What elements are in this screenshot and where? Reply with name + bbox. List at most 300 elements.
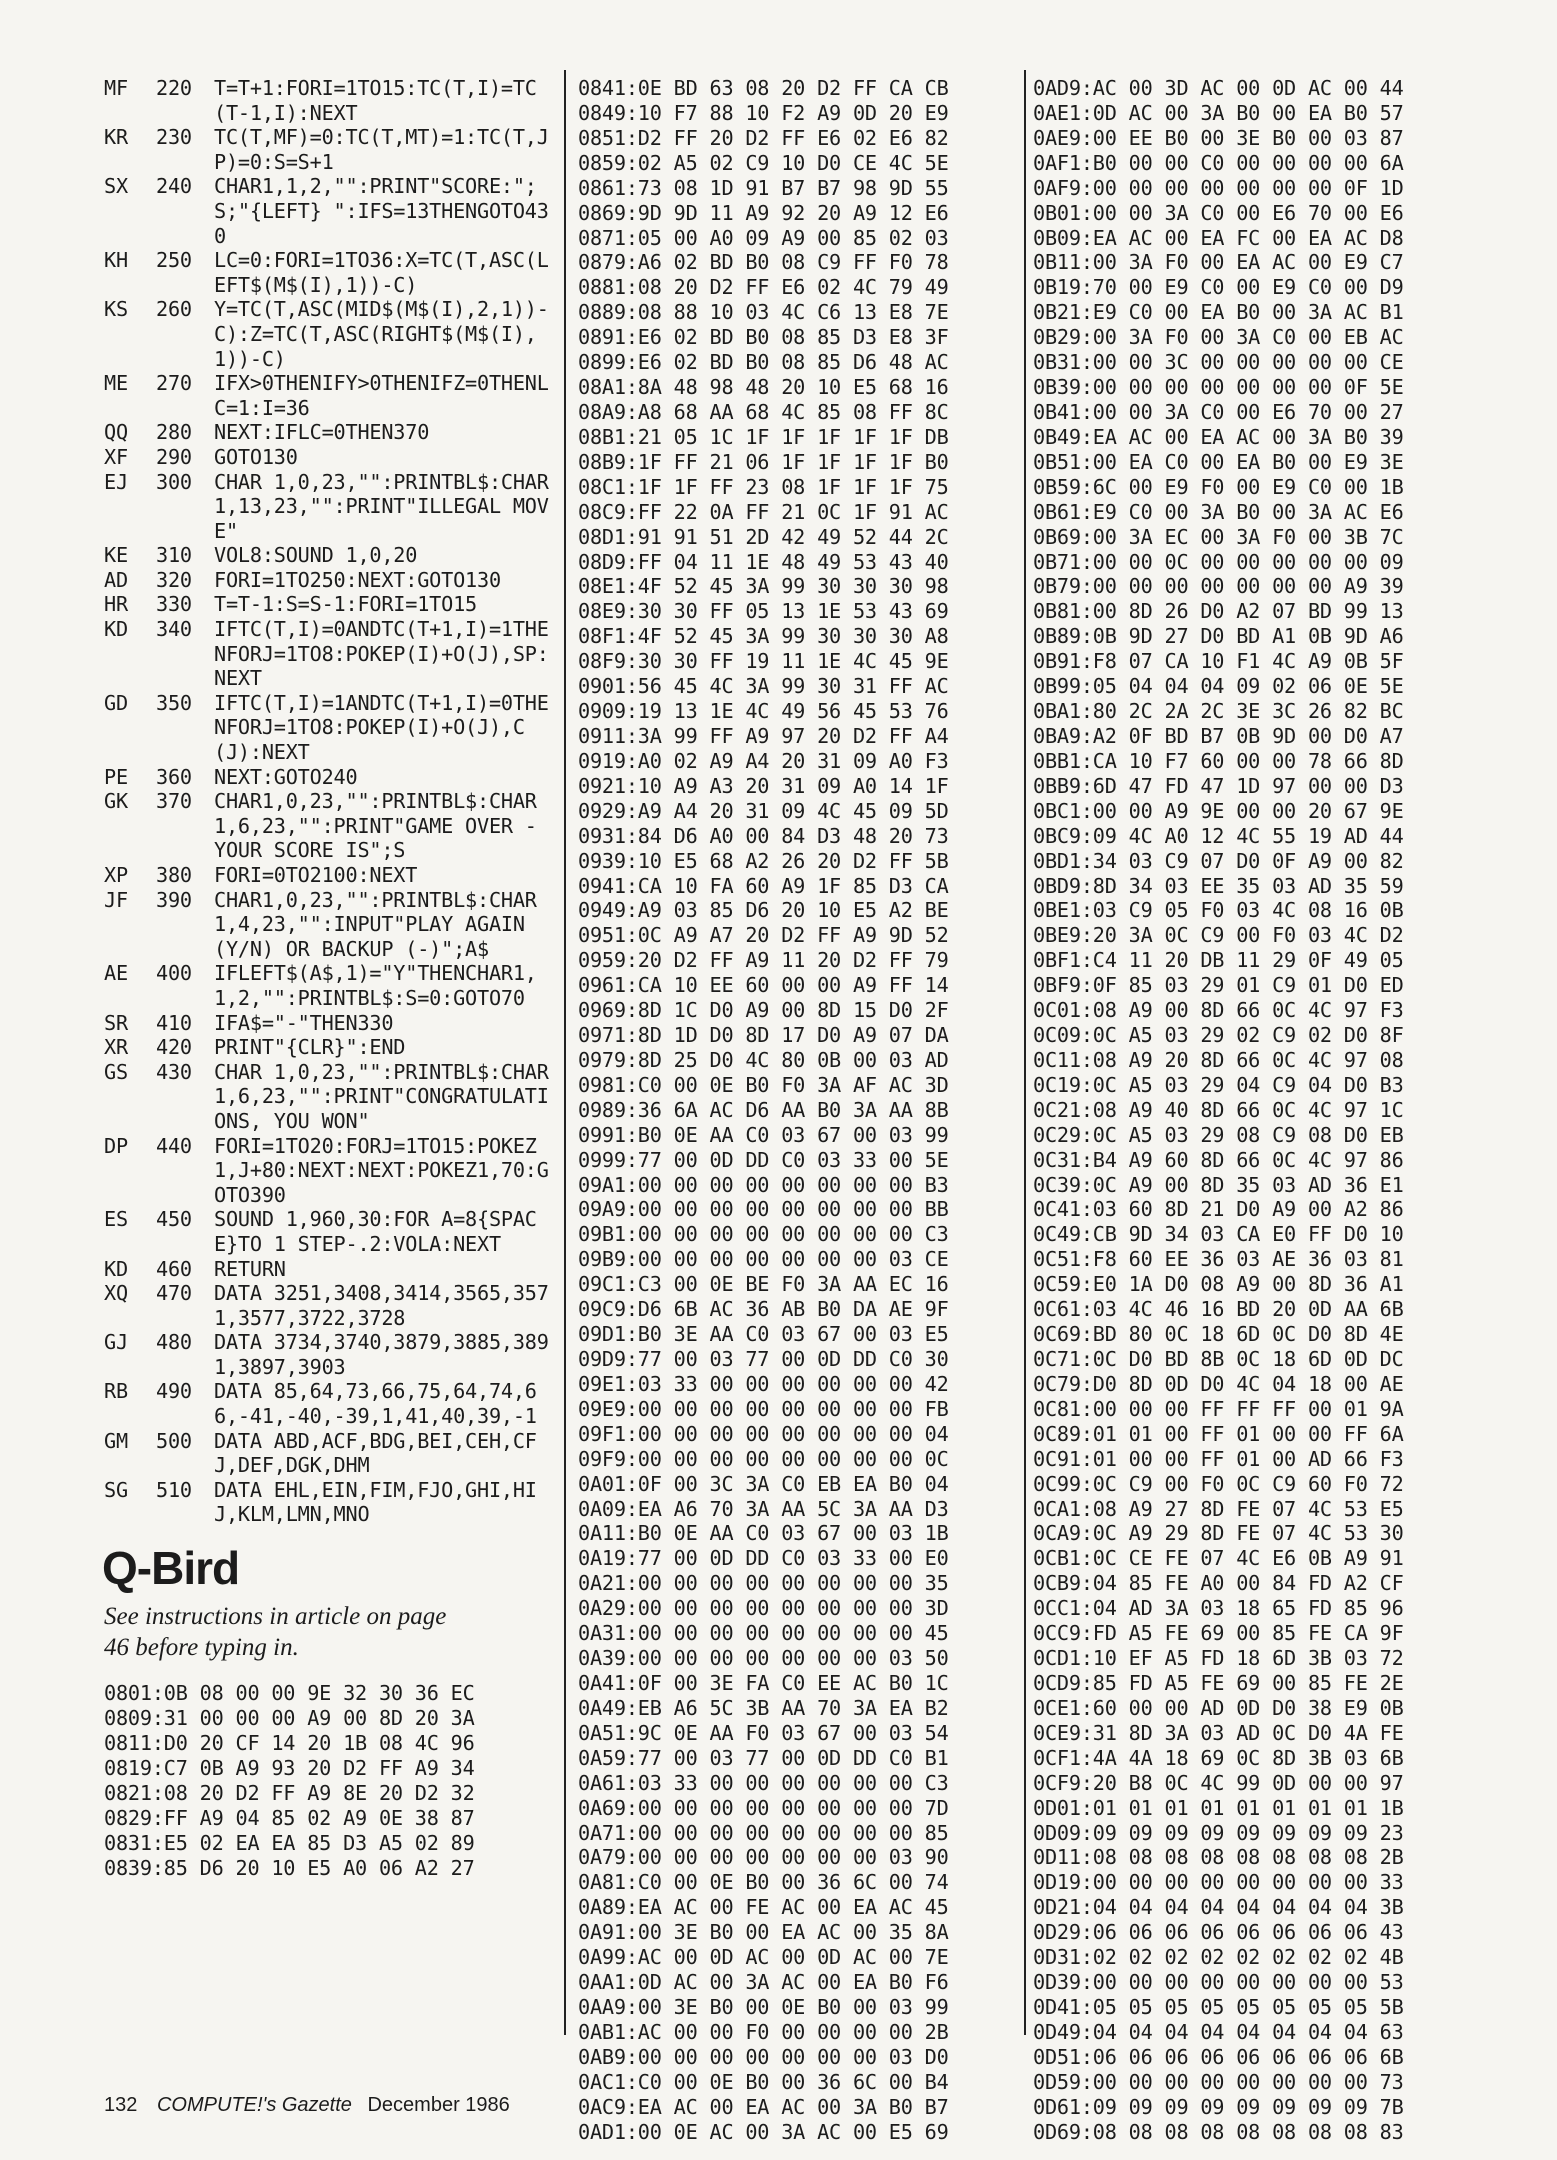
ml-data-line: 0B91:F8 07 CA 10 F1 4C A9 0B 5F xyxy=(1033,649,1404,674)
ml-data-line: 0AF1:B0 00 00 C0 00 00 00 00 6A xyxy=(1033,150,1404,175)
ml-data-line: 0991:B0 0E AA C0 03 67 00 03 99 xyxy=(578,1122,949,1147)
basic-line-checksum: XR xyxy=(104,1035,128,1060)
ml-data-line: 0CD9:85 FD A5 FE 69 00 85 FE 2E xyxy=(1033,1671,1404,1695)
basic-line-code: IFTC(T,I)=0ANDTC(T+1,I)=1THENFORJ=1TO8:POKEP(I)+O(J),SP:NEXT xyxy=(214,617,549,691)
ml-data-line: 09A1:00 00 00 00 00 00 00 00 B3 xyxy=(578,1172,949,1197)
basic-line-checksum: GD xyxy=(104,690,128,715)
ml-data-line: 0A31:00 00 00 00 00 00 00 00 45 xyxy=(578,1621,949,1646)
ml-data-line: 0A61:03 33 00 00 00 00 00 00 C3 xyxy=(578,1770,949,1795)
ml-listing-part-3 xyxy=(1033,76,1523,2145)
basic-line-code: FORI=1TO20:FORJ=1TO15:POKEZ1,J+80:NEXT:NEXT:POKEZ1,70:GOTO390 xyxy=(214,1133,549,1207)
basic-line xyxy=(104,1257,559,1282)
basic-line-checksum: JF xyxy=(104,887,128,912)
ml-data-line: 0C91:01 00 00 FF 01 00 AD 66 F3 xyxy=(1033,1446,1404,1471)
ml-data-line: 0C19:0C A5 03 29 04 C9 04 D0 B3 xyxy=(1033,1072,1404,1097)
basic-line-number: 510 xyxy=(156,1477,192,1502)
basic-line-code: CHAR1,0,23,"":PRINTBL$:CHAR 1,6,23,"":PRINT"GAME OVER - YOUR SCORE IS";S xyxy=(214,789,549,863)
basic-line xyxy=(104,248,559,297)
basic-line xyxy=(104,125,559,174)
basic-line-number: 290 xyxy=(156,444,192,469)
basic-line-checksum: KR xyxy=(104,125,128,150)
ml-data-line: 0A69:00 00 00 00 00 00 00 00 7D xyxy=(578,1795,949,1820)
basic-line-checksum: SR xyxy=(104,1010,128,1035)
ml-data-line: 0909:19 13 1E 4C 49 56 45 53 76 xyxy=(578,699,949,724)
basic-line-code: VOL8:SOUND 1,0,20 xyxy=(214,543,418,568)
ml-data-line: 0BA9:A2 0F BD B7 0B 9D 00 D0 A7 xyxy=(1033,723,1404,748)
ml-data-line: 0C51:F8 60 EE 36 03 AE 36 03 81 xyxy=(1033,1247,1404,1272)
ml-data-line: 0851:D2 FF 20 D2 FF E6 02 E6 82 xyxy=(578,125,949,150)
ml-data-line: 0BE1:03 C9 05 F0 03 4C 08 16 0B xyxy=(1033,898,1404,923)
ml-data-line: 0C71:0C D0 BD 8B 0C 18 6D 0D DC xyxy=(1033,1347,1404,1372)
ml-data-line: 0BC9:09 4C A0 12 4C 55 19 AD 44 xyxy=(1033,823,1404,848)
column-divider xyxy=(1024,70,1026,2035)
basic-line-number: 350 xyxy=(156,690,192,715)
basic-line-number: 470 xyxy=(156,1281,192,1306)
ml-data-line: 0AE9:00 EE B0 00 3E B0 00 03 87 xyxy=(1033,125,1404,150)
basic-line-code: TC(T,MF)=0:TC(T,MT)=1:TC(T,JP)=0:S=S+1 xyxy=(214,125,549,174)
basic-line-checksum: QQ xyxy=(104,420,128,445)
basic-line xyxy=(104,1207,559,1256)
ml-data-line: 0971:8D 1D D0 8D 17 D0 A9 07 DA xyxy=(578,1023,949,1048)
basic-program-listing xyxy=(104,76,559,1527)
ml-data-line: 0B01:00 00 3A C0 00 E6 70 00 E6 xyxy=(1033,200,1404,225)
basic-line xyxy=(104,568,559,593)
ml-data-line: 0821:08 20 D2 FF A9 8E 20 D2 32 xyxy=(104,1780,475,1805)
ml-data-line: 0C41:03 60 8D 21 D0 A9 00 A2 86 xyxy=(1033,1197,1404,1222)
basic-line-number: 390 xyxy=(156,887,192,912)
ml-data-line: 08B9:1F FF 21 06 1F 1F 1F 1F B0 xyxy=(578,449,949,474)
basic-line-number: 310 xyxy=(156,543,192,568)
ml-data-line: 0AF9:00 00 00 00 00 00 00 0F 1D xyxy=(1033,175,1404,200)
ml-data-line: 0A21:00 00 00 00 00 00 00 00 35 xyxy=(578,1571,949,1596)
basic-line-code: T=T+1:FORI=1TO15:TC(T,I)=TC(T-1,I):NEXT xyxy=(214,76,537,125)
ml-data-line: 0831:E5 02 EA EA 85 D3 A5 02 89 xyxy=(104,1830,475,1855)
magazine-name: COMPUTE!'s Gazette xyxy=(156,2094,352,2116)
ml-data-line: 0931:84 D6 A0 00 84 D3 48 20 73 xyxy=(578,823,949,848)
basic-line xyxy=(104,420,559,445)
basic-line-code: IFA$="-"THEN330 xyxy=(214,1010,394,1035)
ml-data-line: 0A79:00 00 00 00 00 00 00 03 90 xyxy=(578,1845,949,1870)
ml-data-line: 0801:0B 08 00 00 9E 32 30 36 EC xyxy=(104,1681,475,1706)
ml-data-line: 0B69:00 3A EC 00 3A F0 00 3B 7C xyxy=(1033,524,1404,549)
ml-data-line: 0B79:00 00 00 00 00 00 00 A9 39 xyxy=(1033,574,1404,599)
basic-line xyxy=(104,1060,559,1134)
ml-data-line: 0D69:08 08 08 08 08 08 08 08 83 xyxy=(1033,2119,1404,2144)
ml-data-line: 0CD1:10 EF A5 FD 18 6D 3B 03 72 xyxy=(1033,1646,1404,1671)
basic-line xyxy=(104,617,559,691)
ml-data-line: 0D49:04 04 04 04 04 04 04 04 63 xyxy=(1033,2019,1404,2044)
basic-line xyxy=(104,1478,559,1527)
ml-data-line: 0929:A9 A4 20 31 09 4C 45 09 5D xyxy=(578,798,949,823)
basic-line-number: 380 xyxy=(156,863,192,887)
basic-line-number: 450 xyxy=(156,1207,192,1232)
ml-data-line: 0B81:00 8D 26 D0 A2 07 BD 99 13 xyxy=(1033,599,1404,624)
basic-line-code: DATA EHL,EIN,FIM,FJO,GHI,HIJ,KLM,LMN,MNO xyxy=(214,1477,537,1527)
ml-data-line: 0959:20 D2 FF A9 11 20 D2 FF 79 xyxy=(578,948,949,973)
ml-data-line: 0B21:E9 C0 00 EA B0 00 3A AC B1 xyxy=(1033,300,1404,325)
basic-line-checksum: GS xyxy=(104,1059,128,1084)
ml-data-line: 0921:10 A9 A3 20 31 09 A0 14 1F xyxy=(578,773,949,798)
ml-data-line: 0981:C0 00 0E B0 F0 3A AF AC 3D xyxy=(578,1072,949,1097)
basic-line xyxy=(104,863,559,888)
article-title: Q-Bird xyxy=(102,1542,240,1595)
basic-line-number: 230 xyxy=(156,125,192,150)
basic-line-checksum: SG xyxy=(104,1477,128,1502)
ml-data-line: 0C21:08 A9 40 8D 66 0C 4C 97 1C xyxy=(1033,1097,1404,1122)
ml-data-line: 0AA9:00 3E B0 00 0E B0 00 03 99 xyxy=(578,1994,949,2019)
ml-data-line: 09D1:B0 3E AA C0 03 67 00 03 E5 xyxy=(578,1322,949,1347)
ml-data-line: 0949:A9 03 85 D6 20 10 E5 A2 BE xyxy=(578,898,949,923)
ml-data-line: 09E9:00 00 00 00 00 00 00 00 FB xyxy=(578,1396,949,1421)
ml-data-line: 0829:FF A9 04 85 02 A9 0E 38 87 xyxy=(104,1805,475,1830)
ml-data-line: 0899:E6 02 BD B0 08 85 D6 48 AC xyxy=(578,350,949,375)
ml-data-line: 09A9:00 00 00 00 00 00 00 00 BB xyxy=(578,1197,949,1222)
ml-data-line: 0B31:00 00 3C 00 00 00 00 00 CE xyxy=(1033,350,1404,375)
basic-line-number: 220 xyxy=(156,76,192,100)
basic-line xyxy=(104,1035,559,1060)
basic-line-code: GOTO130 xyxy=(214,444,298,469)
basic-line-code: IFTC(T,I)=1ANDTC(T+1,I)=0THENFORJ=1TO8:POKEP(I)+O(J),C(J):NEXT xyxy=(214,690,549,765)
ml-data-line: 0C69:BD 80 0C 18 6D 0C D0 8D 4E xyxy=(1033,1322,1404,1347)
ml-data-line: 08E1:4F 52 45 3A 99 30 30 30 98 xyxy=(578,574,949,599)
basic-line-checksum: KD xyxy=(104,617,128,642)
basic-line xyxy=(104,371,559,420)
ml-data-line: 0CB9:04 85 FE A0 00 84 FD A2 CF xyxy=(1033,1571,1404,1596)
ml-data-line: 09B9:00 00 00 00 00 00 00 03 CE xyxy=(578,1247,949,1272)
ml-data-line: 0CC9:FD A5 FE 69 00 85 FE CA 9F xyxy=(1033,1621,1404,1646)
ml-data-line: 09D9:77 00 03 77 00 0D DD C0 30 xyxy=(578,1347,949,1372)
ml-data-line: 0C29:0C A5 03 29 08 C9 08 D0 EB xyxy=(1033,1122,1404,1147)
basic-line-number: 480 xyxy=(156,1330,192,1355)
basic-line-code: T=T-1:S=S-1:FORI=1TO15 xyxy=(214,592,477,617)
ml-data-line: 0989:36 6A AC D6 AA B0 3A AA 8B xyxy=(578,1097,949,1122)
ml-data-line: 0A51:9C 0E AA F0 03 67 00 03 54 xyxy=(578,1720,949,1745)
ml-data-line: 0979:8D 25 D0 4C 80 0B 00 03 AD xyxy=(578,1047,949,1072)
ml-data-line: 0919:A0 02 A9 A4 20 31 09 A0 F3 xyxy=(578,748,949,773)
basic-line-code: CHAR 1,0,23,"":PRINTBL$:CHAR 1,6,23,"":PRINT"CONGRATULATIONS, YOU WON" xyxy=(214,1059,561,1133)
ml-data-line: 0C59:E0 1A D0 08 A9 00 8D 36 A1 xyxy=(1033,1272,1404,1297)
ml-data-line: 0C79:D0 8D 0D D0 4C 04 18 00 AE xyxy=(1033,1371,1404,1396)
ml-data-line: 09F1:00 00 00 00 00 00 00 00 04 xyxy=(578,1421,949,1446)
ml-data-line: 09F9:00 00 00 00 00 00 00 00 0C xyxy=(578,1446,949,1471)
basic-line-number: 400 xyxy=(156,961,192,986)
ml-data-line: 08C1:1F 1F FF 23 08 1F 1F 1F 75 xyxy=(578,474,949,499)
basic-line-code: SOUND 1,960,30:FOR A=8{SPACE}TO 1 STEP-.2:VOLA:NEXT xyxy=(214,1207,537,1256)
basic-line-code: FORI=1TO250:NEXT:GOTO130 xyxy=(214,567,501,592)
ml-data-line: 0D11:08 08 08 08 08 08 08 08 2B xyxy=(1033,1845,1404,1870)
ml-data-line: 0AD1:00 0E AC 00 3A AC 00 E5 69 xyxy=(578,2119,949,2144)
article-subtitle xyxy=(104,1601,559,1663)
basic-line-code: DATA 85,64,73,66,75,64,74,66,-41,-40,-39,1,41,40,39,-1 xyxy=(214,1379,537,1429)
basic-line xyxy=(104,888,559,962)
ml-data-line: 0D31:02 02 02 02 02 02 02 02 4B xyxy=(1033,1945,1404,1970)
ml-data-line: 0A11:B0 0E AA C0 03 67 00 03 1B xyxy=(578,1521,949,1546)
ml-data-line: 0BF1:C4 11 20 DB 11 29 0F 49 05 xyxy=(1033,948,1404,973)
basic-line-checksum: ME xyxy=(104,371,128,396)
basic-line xyxy=(104,789,559,863)
issue-date: December 1986 xyxy=(367,2094,510,2116)
ml-data-line: 0C31:B4 A9 60 8D 66 0C 4C 97 86 xyxy=(1033,1147,1404,1172)
ml-data-line: 0BD1:34 03 C9 07 D0 0F A9 00 82 xyxy=(1033,848,1404,873)
ml-data-line: 0AA1:0D AC 00 3A AC 00 EA B0 F6 xyxy=(578,1970,949,1995)
page-footer xyxy=(104,2094,510,2117)
ml-data-line: 0939:10 E5 68 A2 26 20 D2 FF 5B xyxy=(578,848,949,873)
ml-data-line: 0999:77 00 0D DD C0 03 33 00 5E xyxy=(578,1147,949,1172)
basic-line-checksum: ES xyxy=(104,1207,128,1232)
ml-data-line: 0841:0E BD 63 08 20 D2 FF CA CB xyxy=(578,76,949,100)
ml-data-line: 0B39:00 00 00 00 00 00 00 0F 5E xyxy=(1033,375,1404,400)
basic-line-code: DATA 3251,3408,3414,3565,3571,3577,3722,3728 xyxy=(214,1281,549,1330)
ml-data-line: 0CA9:0C A9 29 8D FE 07 4C 53 30 xyxy=(1033,1521,1404,1546)
ml-data-line: 0951:0C A9 A7 20 D2 FF A9 9D 52 xyxy=(578,923,949,948)
basic-line-checksum: DP xyxy=(104,1133,128,1158)
basic-line-checksum: RB xyxy=(104,1379,128,1404)
ml-data-line: 0C01:08 A9 00 8D 66 0C 4C 97 F3 xyxy=(1033,998,1404,1023)
ml-data-line: 0B59:6C 00 E9 F0 00 E9 C0 00 1B xyxy=(1033,474,1404,499)
basic-line-checksum: PE xyxy=(104,764,128,789)
ml-data-line: 0961:CA 10 EE 60 00 00 A9 FF 14 xyxy=(578,973,949,998)
basic-line-number: 460 xyxy=(156,1256,192,1281)
basic-line-number: 430 xyxy=(156,1059,192,1084)
ml-data-line: 0AC1:C0 00 0E B0 00 36 6C 00 B4 xyxy=(578,2069,949,2094)
ml-data-line: 0C99:0C C9 00 F0 0C C9 60 F0 72 xyxy=(1033,1471,1404,1496)
basic-line-code: RETURN xyxy=(214,1256,286,1281)
basic-line-number: 300 xyxy=(156,469,192,494)
basic-line-checksum: SX xyxy=(104,174,128,199)
basic-line xyxy=(104,543,559,568)
ml-data-line: 0879:A6 02 BD B0 08 C9 FF F0 78 xyxy=(578,250,949,275)
article-subtitle-line: 46 before typing in. xyxy=(104,1634,299,1662)
ml-data-line: 0B29:00 3A F0 00 3A C0 00 EB AC xyxy=(1033,325,1404,350)
ml-data-line: 0D41:05 05 05 05 05 05 05 05 5B xyxy=(1033,1994,1404,2019)
basic-line-checksum: HR xyxy=(104,592,128,617)
basic-line-checksum: EJ xyxy=(104,469,128,494)
ml-data-line: 0CF9:20 B8 0C 4C 99 0D 00 00 97 xyxy=(1033,1770,1404,1795)
ml-data-line: 08E9:30 30 FF 05 13 1E 53 43 69 xyxy=(578,599,949,624)
ml-data-line: 08C9:FF 22 0A FF 21 0C 1F 91 AC xyxy=(578,499,949,524)
ml-data-line: 0CA1:08 A9 27 8D FE 07 4C 53 E5 xyxy=(1033,1496,1404,1521)
basic-line-code: NEXT:IFLC=0THEN370 xyxy=(214,420,430,445)
basic-line xyxy=(104,691,559,765)
basic-line xyxy=(104,592,559,617)
ml-data-line: 0CF1:4A 4A 18 69 0C 8D 3B 03 6B xyxy=(1033,1745,1404,1770)
basic-line-number: 420 xyxy=(156,1035,192,1060)
ml-data-line: 0C39:0C A9 00 8D 35 03 AD 36 E1 xyxy=(1033,1172,1404,1197)
ml-data-line: 0AE1:0D AC 00 3A B0 00 EA B0 57 xyxy=(1033,100,1404,125)
ml-data-line: 0AB1:AC 00 00 F0 00 00 00 00 2B xyxy=(578,2019,949,2044)
ml-data-line: 0911:3A 99 FF A9 97 20 D2 FF A4 xyxy=(578,723,949,748)
ml-data-line: 0CE9:31 8D 3A 03 AD 0C D0 4A FE xyxy=(1033,1720,1404,1745)
ml-data-line: 0A71:00 00 00 00 00 00 00 00 85 xyxy=(578,1820,949,1845)
ml-data-line: 0A09:EA A6 70 3A AA 5C 3A AA D3 xyxy=(578,1496,949,1521)
article-subtitle-line: See instructions in article on page xyxy=(104,1603,447,1631)
basic-line-code: PRINT"{CLR}":END xyxy=(214,1035,406,1060)
ml-data-line: 0941:CA 10 FA 60 A9 1F 85 D3 CA xyxy=(578,873,949,898)
ml-data-line: 0811:D0 20 CF 14 20 1B 08 4C 96 xyxy=(104,1730,475,1755)
page-number: 132 xyxy=(104,2094,138,2116)
basic-line-checksum: GM xyxy=(104,1428,128,1453)
ml-data-line: 0881:08 20 D2 FF E6 02 4C 79 49 xyxy=(578,275,949,300)
ml-data-line: 0D09:09 09 09 09 09 09 09 09 23 xyxy=(1033,1820,1404,1845)
basic-line-number: 330 xyxy=(156,592,192,617)
basic-line-code: DATA ABD,ACF,BDG,BEI,CEH,CFJ,DEF,DGK,DHM xyxy=(214,1428,537,1478)
ml-data-line: 0BC1:00 00 A9 9E 00 00 20 67 9E xyxy=(1033,798,1404,823)
ml-data-line: 0B19:70 00 E9 C0 00 E9 C0 00 D9 xyxy=(1033,275,1404,300)
ml-data-line: 0A91:00 3E B0 00 EA AC 00 35 8A xyxy=(578,1920,949,1945)
ml-data-line: 0B49:EA AC 00 EA AC 00 3A B0 39 xyxy=(1033,424,1404,449)
ml-data-line: 0BD9:8D 34 03 EE 35 03 AD 35 59 xyxy=(1033,873,1404,898)
basic-line-number: 320 xyxy=(156,567,192,592)
ml-data-line: 09B1:00 00 00 00 00 00 00 00 C3 xyxy=(578,1222,949,1247)
ml-listing-part-1 xyxy=(104,1681,559,1881)
basic-line-checksum: GK xyxy=(104,789,128,814)
ml-listing-part-2 xyxy=(578,76,1020,2145)
basic-line xyxy=(104,1379,559,1428)
basic-line xyxy=(104,1134,559,1208)
ml-data-line: 08F9:30 30 FF 19 11 1E 4C 45 9E xyxy=(578,649,949,674)
ml-data-line: 0901:56 45 4C 3A 99 30 31 FF AC xyxy=(578,674,949,699)
ml-data-line: 09C9:D6 6B AC 36 AB B0 DA AE 9F xyxy=(578,1297,949,1322)
ml-data-line: 0AD9:AC 00 3D AC 00 0D AC 00 44 xyxy=(1033,76,1404,100)
ml-data-line: 0859:02 A5 02 C9 10 D0 CE 4C 5E xyxy=(578,150,949,175)
ml-data-line: 0891:E6 02 BD B0 08 85 D3 E8 3F xyxy=(578,325,949,350)
ml-data-line: 0819:C7 0B A9 93 20 D2 FF A9 34 xyxy=(104,1755,475,1780)
basic-line-number: 250 xyxy=(156,248,192,273)
basic-line-checksum: KD xyxy=(104,1256,128,1281)
ml-data-line: 08A1:8A 48 98 48 20 10 E5 68 16 xyxy=(578,375,949,400)
basic-line-code: IFX>0THENIFY>0THENIFZ=0THENLC=1:I=36 xyxy=(214,371,549,420)
ml-data-line: 0A41:0F 00 3E FA C0 EE AC B0 1C xyxy=(578,1671,949,1695)
ml-data-line: 0D59:00 00 00 00 00 00 00 00 73 xyxy=(1033,2069,1404,2094)
basic-line xyxy=(104,470,559,544)
ml-data-line: 0C61:03 4C 46 16 BD 20 0D AA 6B xyxy=(1033,1297,1404,1322)
ml-data-line: 08A9:A8 68 AA 68 4C 85 08 FF 8C xyxy=(578,399,949,424)
basic-line xyxy=(104,1281,559,1330)
ml-data-line: 0861:73 08 1D 91 B7 B7 98 9D 55 xyxy=(578,175,949,200)
basic-line-checksum: KH xyxy=(104,248,128,273)
basic-line-checksum: MF xyxy=(104,76,128,100)
basic-line-number: 270 xyxy=(156,371,192,396)
ml-data-line: 0D39:00 00 00 00 00 00 00 00 53 xyxy=(1033,1970,1404,1995)
ml-data-line: 0839:85 D6 20 10 E5 A0 06 A2 27 xyxy=(104,1855,475,1880)
basic-line xyxy=(104,1330,559,1379)
ml-data-line: 0D21:04 04 04 04 04 04 04 04 3B xyxy=(1033,1895,1404,1920)
ml-data-line: 0CB1:0C CE FE 07 4C E6 0B A9 91 xyxy=(1033,1546,1404,1571)
ml-data-line: 0C81:00 00 00 FF FF FF 00 01 9A xyxy=(1033,1396,1404,1421)
basic-line-code: NEXT:GOTO240 xyxy=(214,764,358,789)
ml-data-line: 09C1:C3 00 0E BE F0 3A AA EC 16 xyxy=(578,1272,949,1297)
ml-data-line: 0A01:0F 00 3C 3A C0 EB EA B0 04 xyxy=(578,1471,949,1496)
basic-line xyxy=(104,1429,559,1478)
ml-data-line: 0CE1:60 00 00 AD 0D D0 38 E9 0B xyxy=(1033,1695,1404,1720)
ml-data-line: 0B89:0B 9D 27 D0 BD A1 0B 9D A6 xyxy=(1033,624,1404,649)
ml-data-line: 08F1:4F 52 45 3A 99 30 30 30 A8 xyxy=(578,624,949,649)
basic-line-number: 280 xyxy=(156,420,192,445)
ml-data-line: 0B41:00 00 3A C0 00 E6 70 00 27 xyxy=(1033,399,1404,424)
basic-line-code: FORI=0TO2100:NEXT xyxy=(214,863,418,887)
ml-data-line: 0A39:00 00 00 00 00 00 00 03 50 xyxy=(578,1646,949,1671)
ml-data-line: 0BB1:CA 10 F7 60 00 00 78 66 8D xyxy=(1033,748,1404,773)
ml-data-line: 0A49:EB A6 5C 3B AA 70 3A EA B2 xyxy=(578,1695,949,1720)
basic-line-code: CHAR1,1,2,"":PRINT"SCORE:";S;"{LEFT} ":IFS=13THENGOTO430 xyxy=(214,174,549,248)
basic-line-number: 240 xyxy=(156,174,192,199)
ml-data-line: 08D1:91 91 51 2D 42 49 52 44 2C xyxy=(578,524,949,549)
basic-line-code: CHAR1,0,23,"":PRINTBL$:CHAR1,4,23,"":INPUT"PLAY AGAIN (Y/N) OR BACKUP (-)";A$ xyxy=(214,887,537,961)
basic-line-checksum: AE xyxy=(104,961,128,986)
ml-data-line: 0969:8D 1C D0 A9 00 8D 15 D0 2F xyxy=(578,998,949,1023)
ml-data-line: 0A89:EA AC 00 FE AC 00 EA AC 45 xyxy=(578,1895,949,1920)
basic-line-checksum: KS xyxy=(104,297,128,322)
ml-data-line: 08D9:FF 04 11 1E 48 49 53 43 40 xyxy=(578,549,949,574)
ml-data-line: 0C11:08 A9 20 8D 66 0C 4C 97 08 xyxy=(1033,1047,1404,1072)
ml-data-line: 0B71:00 00 0C 00 00 00 00 00 09 xyxy=(1033,549,1404,574)
basic-line-checksum: GJ xyxy=(104,1330,128,1355)
basic-line-code: LC=0:FORI=1TO36:X=TC(T,ASC(LEFT$(M$(I),1))-C) xyxy=(214,248,549,297)
ml-data-line: 0B61:E9 C0 00 3A B0 00 3A AC E6 xyxy=(1033,499,1404,524)
basic-line-checksum: XP xyxy=(104,863,128,887)
ml-data-line: 0D61:09 09 09 09 09 09 09 09 7B xyxy=(1033,2094,1404,2119)
ml-data-line: 0D01:01 01 01 01 01 01 01 01 1B xyxy=(1033,1795,1404,1820)
ml-data-line: 09E1:03 33 00 00 00 00 00 00 42 xyxy=(578,1371,949,1396)
ml-data-line: 0B99:05 04 04 04 09 02 06 0E 5E xyxy=(1033,674,1404,699)
basic-line xyxy=(104,445,559,470)
ml-data-line: 0809:31 00 00 00 A9 00 8D 20 3A xyxy=(104,1705,475,1730)
basic-line-number: 410 xyxy=(156,1010,192,1035)
basic-line xyxy=(104,297,559,371)
ml-data-line: 0B09:EA AC 00 EA FC 00 EA AC D8 xyxy=(1033,225,1404,250)
ml-data-line: 0BA1:80 2C 2A 2C 3E 3C 26 82 BC xyxy=(1033,699,1404,724)
basic-line xyxy=(104,1011,559,1036)
basic-line xyxy=(104,765,559,790)
basic-line-number: 360 xyxy=(156,764,192,789)
basic-line-number: 500 xyxy=(156,1428,192,1453)
ml-data-line: 0B51:00 EA C0 00 EA B0 00 E9 3E xyxy=(1033,449,1404,474)
ml-data-line: 0AC9:EA AC 00 EA AC 00 3A B0 B7 xyxy=(578,2094,949,2119)
basic-line xyxy=(104,961,559,1010)
ml-data-line: 0A59:77 00 03 77 00 0D DD C0 B1 xyxy=(578,1745,949,1770)
ml-data-line: 0D19:00 00 00 00 00 00 00 00 33 xyxy=(1033,1870,1404,1895)
ml-data-line: 0CC1:04 AD 3A 03 18 65 FD 85 96 xyxy=(1033,1596,1404,1621)
basic-line-number: 260 xyxy=(156,297,192,322)
ml-data-line: 0C09:0C A5 03 29 02 C9 02 D0 8F xyxy=(1033,1023,1404,1048)
basic-line-code: CHAR 1,0,23,"":PRINTBL$:CHAR1,13,23,"":PRINT"ILLEGAL MOVE" xyxy=(214,469,549,543)
ml-data-line: 0A29:00 00 00 00 00 00 00 00 3D xyxy=(578,1596,949,1621)
ml-data-line: 0C49:CB 9D 34 03 CA E0 FF D0 10 xyxy=(1033,1222,1404,1247)
basic-line-number: 490 xyxy=(156,1379,192,1404)
ml-data-line: 0A19:77 00 0D DD C0 03 33 00 E0 xyxy=(578,1546,949,1571)
basic-line xyxy=(104,174,559,248)
ml-data-line: 0849:10 F7 88 10 F2 A9 0D 20 E9 xyxy=(578,100,949,125)
basic-line-checksum: KE xyxy=(104,543,128,568)
ml-data-line: 08B1:21 05 1C 1F 1F 1F 1F 1F DB xyxy=(578,424,949,449)
left-column xyxy=(104,76,559,1881)
ml-data-line: 0D51:06 06 06 06 06 06 06 06 6B xyxy=(1033,2044,1404,2069)
basic-line-number: 340 xyxy=(156,617,192,642)
ml-data-line: 0BF9:0F 85 03 29 01 C9 01 D0 ED xyxy=(1033,973,1404,998)
basic-line-checksum: XF xyxy=(104,444,128,469)
ml-data-line: 0871:05 00 A0 09 A9 00 85 02 03 xyxy=(578,225,949,250)
basic-line-code: Y=TC(T,ASC(MID$(M$(I),2,1))-C):Z=TC(T,ASC(RIGHT$(M$(I),1))-C) xyxy=(214,297,549,371)
ml-data-line: 0AB9:00 00 00 00 00 00 00 03 D0 xyxy=(578,2044,949,2069)
basic-line-number: 370 xyxy=(156,789,192,814)
ml-data-line: 0889:08 88 10 03 4C C6 13 E8 7E xyxy=(578,300,949,325)
ml-data-line: 0869:9D 9D 11 A9 92 20 A9 12 E6 xyxy=(578,200,949,225)
ml-data-line: 0B11:00 3A F0 00 EA AC 00 E9 C7 xyxy=(1033,250,1404,275)
ml-data-line: 0D29:06 06 06 06 06 06 06 06 43 xyxy=(1033,1920,1404,1945)
basic-line xyxy=(104,76,559,125)
column-divider xyxy=(564,70,566,2035)
basic-line-checksum: AD xyxy=(104,567,128,592)
